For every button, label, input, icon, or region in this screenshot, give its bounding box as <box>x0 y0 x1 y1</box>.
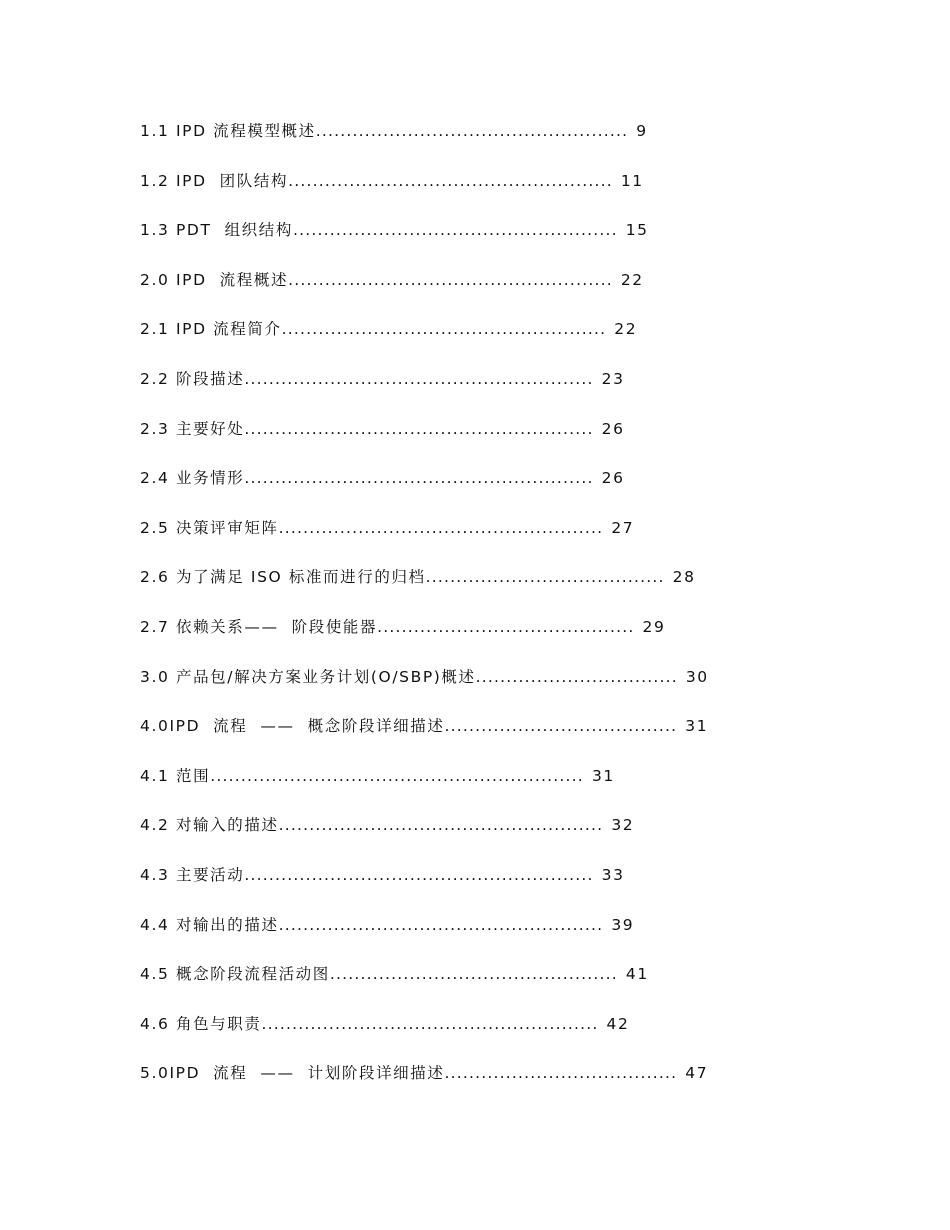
toc-leader-dots: ................................................... <box>315 122 629 140</box>
toc-leader-dots: ..................................................... <box>292 221 618 240</box>
toc-leader-dots: ..................................................... <box>278 518 604 537</box>
toc-entry[interactable] <box>140 118 840 168</box>
toc-entry-title: 2.1 IPD 流程简介 <box>140 320 282 339</box>
toc-entry[interactable] <box>140 912 840 962</box>
toc-entry[interactable] <box>140 217 840 267</box>
toc-page-number: 31 <box>685 717 709 736</box>
toc-page-number: 32 <box>611 816 635 835</box>
toc-entry[interactable] <box>140 862 840 912</box>
toc-page-number: 42 <box>606 1014 630 1033</box>
toc-entry-title: 4.4 对输出的描述 <box>140 915 279 934</box>
toc-page-number: 41 <box>625 965 649 984</box>
toc-entry-title: 2.7 依赖关系—— 阶段使能器 <box>140 617 378 636</box>
toc-entry[interactable] <box>140 515 840 565</box>
toc-entry-title: 4.0IPD 流程 —— 概念阶段详细描述 <box>140 717 445 736</box>
toc-entry-title: 4.3 主要活动 <box>140 865 245 884</box>
toc-leader-dots: ...................................... <box>444 1064 678 1083</box>
toc-leader-dots: ......................................................... <box>244 369 594 388</box>
toc-leader-dots: ....................................... <box>425 568 665 587</box>
toc-entry[interactable] <box>140 1011 840 1061</box>
toc-leader-dots: ............................................................. <box>210 766 584 785</box>
toc-entry-title: 2.4 业务情形 <box>140 469 245 488</box>
toc-entry[interactable] <box>140 1060 840 1110</box>
toc-entry[interactable] <box>140 812 840 862</box>
toc-entry[interactable] <box>140 416 840 466</box>
toc-page-number: 33 <box>601 865 625 884</box>
toc-leader-dots: .......................................... <box>377 617 635 636</box>
toc-leader-dots: ......................................................... <box>244 419 594 438</box>
toc-leader-dots: ..................................................... <box>288 270 613 289</box>
toc-entry-title: 4.5 概念阶段流程活动图 <box>140 965 330 984</box>
toc-leader-dots: ..................................................... <box>278 915 604 934</box>
toc-leader-dots: ......................................................... <box>244 469 594 488</box>
toc-leader-dots: ................................. <box>475 667 678 686</box>
toc-entry[interactable] <box>140 614 840 664</box>
toc-page-number: 31 <box>591 766 615 785</box>
toc-entry-title: 4.1 范围 <box>140 766 211 785</box>
toc-leader-dots: ..................................................... <box>281 320 607 339</box>
toc-page-number: 28 <box>672 568 696 587</box>
toc-entry-title: 4.2 对输入的描述 <box>140 816 279 835</box>
toc-entry-title: 1.1 IPD 流程模型概述 <box>140 122 316 140</box>
toc-entry[interactable] <box>140 564 840 614</box>
toc-entry[interactable] <box>140 316 840 366</box>
toc-entry-title: 1.2 IPD 团队结构 <box>140 171 289 190</box>
toc-page-number: 15 <box>625 221 649 240</box>
toc-leader-dots: ..................................................... <box>278 816 604 835</box>
toc-entry-title: 1.3 PDT 组织结构 <box>140 221 293 240</box>
toc-entry-title: 2.5 决策评审矩阵 <box>140 518 279 537</box>
toc-page-number: 26 <box>601 419 625 438</box>
toc-page-number: 27 <box>611 518 635 537</box>
toc-page-number: 26 <box>601 469 625 488</box>
toc-leader-dots: ..................................................... <box>288 171 613 190</box>
toc-entry-title: 4.6 角色与职责 <box>140 1014 262 1033</box>
toc-page-number: 22 <box>620 270 644 289</box>
toc-leader-dots: ............................................... <box>329 965 618 984</box>
toc-leader-dots: ....................................................... <box>261 1014 599 1033</box>
toc-entry[interactable] <box>140 763 840 813</box>
toc-page-number: 11 <box>620 171 644 190</box>
toc-page-number: 23 <box>601 369 625 388</box>
toc-entry[interactable] <box>140 366 840 416</box>
toc-entry-title: 2.3 主要好处 <box>140 419 245 438</box>
toc-page-number: 39 <box>611 915 635 934</box>
toc-entry-title: 2.0 IPD 流程概述 <box>140 270 289 289</box>
toc-entry-title: 5.0IPD 流程 —— 计划阶段详细描述 <box>140 1064 445 1083</box>
toc-entry-title: 2.2 阶段描述 <box>140 369 245 388</box>
toc-entry-title: 3.0 产品包/解决方案业务计划(O/SBP)概述 <box>140 667 476 686</box>
toc-entry[interactable] <box>140 961 840 1011</box>
table-of-contents <box>140 118 840 1110</box>
toc-page-number: 9 <box>636 122 648 140</box>
toc-page-number: 22 <box>614 320 638 339</box>
toc-leader-dots: ...................................... <box>444 717 678 736</box>
toc-entry[interactable] <box>140 168 840 218</box>
toc-entry[interactable] <box>140 664 840 714</box>
toc-entry-title: 2.6 为了满足 ISO 标准而进行的归档 <box>140 568 426 587</box>
toc-entry[interactable] <box>140 713 840 763</box>
toc-page-number: 47 <box>685 1064 709 1083</box>
toc-entry[interactable] <box>140 465 840 515</box>
toc-page-number: 29 <box>642 617 666 636</box>
toc-entry[interactable] <box>140 267 840 317</box>
toc-leader-dots: ......................................................... <box>244 865 594 884</box>
toc-page-number: 30 <box>685 667 709 686</box>
